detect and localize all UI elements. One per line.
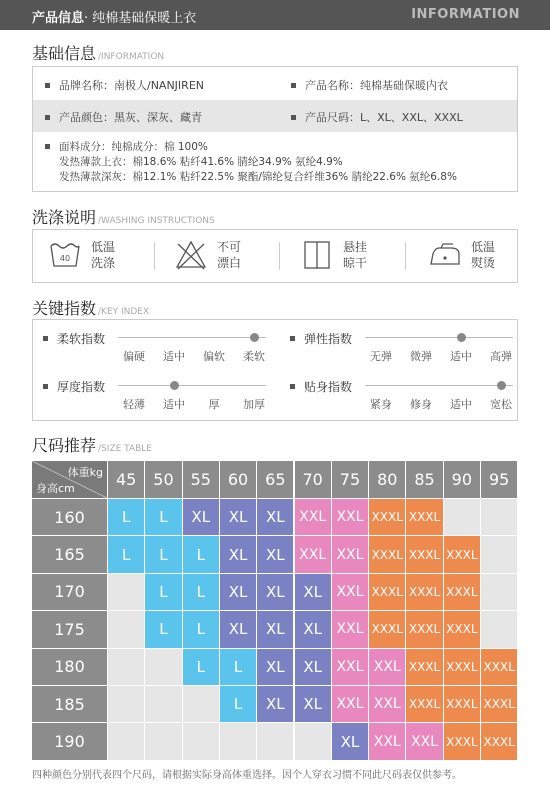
info-row-1 [33,67,517,100]
size-cell [295,723,331,759]
height-header: 185 [32,686,107,722]
size-cell: XXXL [369,574,405,610]
bullet-icon [291,83,296,88]
wash-item-iron: 低温 熨烫 [429,230,519,284]
size-cell: XL [183,499,219,535]
size-cell: L [108,536,144,572]
bullet-icon [43,384,48,389]
key-option: 偏硬 [123,350,145,363]
bullet-icon [291,115,296,120]
key-item-fit [290,378,520,426]
height-header: 170 [32,574,107,610]
size-cell: XXXL [369,499,405,535]
key-option: 适中 [163,350,185,363]
top-bar-title: 产品信息· 纯棉基础保暖上衣 [32,11,197,26]
product-color: 产品颜色：黑灰、深灰、藏青 [59,111,202,124]
bullet-icon [45,115,50,120]
size-cell: XL [220,536,256,572]
footnote: 四种颜色分别代表四个尺码，请根据实际身高体重选择。因个人穿衣习惯不同此尺码表仅供参考。 [32,770,462,781]
height-header: 190 [32,723,107,759]
key-option: 轻薄 [123,398,145,411]
key-option: 紧身 [370,398,392,411]
size-cell: XL [332,723,368,759]
size-cell [108,686,144,722]
product-size: 产品尺码：L、XL、XXL、XXXL [305,111,463,124]
key-label: 弹性指数 [290,330,352,347]
size-table-title: 尺码推荐 /SIZE TABLE [32,436,152,455]
weight-axis-label: 体重kg [67,466,103,479]
key-option: 适中 [163,398,185,411]
size-cell [145,686,181,722]
size-cell: L [183,649,219,685]
size-cell: XXL [295,536,331,572]
key-item-thickness [43,378,273,426]
size-cell: XL [257,686,293,722]
size-cell: XXXL [481,723,517,759]
bullet-icon [290,336,295,341]
size-cell: XXL [332,499,368,535]
wash-item-hang-dry: 悬挂 晾干 [301,230,401,284]
top-bar-english: INFORMATION [411,7,520,22]
size-cell: XL [220,611,256,647]
info-row-material [33,132,517,191]
key-option: 柔软 [243,350,265,363]
height-header: 165 [32,536,107,572]
no-bleach-icon [175,240,207,270]
size-cell: XL [257,499,293,535]
key-option: 高弹 [490,350,512,363]
weight-header: 80 [369,461,405,498]
divider [405,242,406,270]
top-bar [0,0,550,30]
size-cell: XXL [369,686,405,722]
bullet-icon [43,336,48,341]
size-cell: XXXL [481,649,517,685]
basic-info-box [32,66,518,192]
material-line-1: 面料成分：纯棉成分：棉 100% [59,141,208,153]
slider-track [118,337,266,338]
slider-track [365,337,513,338]
key-option: 微弹 [410,350,432,363]
size-cell [481,611,517,647]
hang-dry-icon [301,240,333,270]
size-cell: XXXL [444,649,480,685]
weight-header: 50 [145,461,181,498]
size-cell: XL [220,574,256,610]
size-cell: XXXL [444,723,480,759]
size-cell: XXL [369,649,405,685]
key-option: 无弹 [370,350,392,363]
size-cell: XL [257,649,293,685]
slider-track [365,385,513,386]
weight-header: 70 [295,461,331,498]
key-item-softness [43,330,273,378]
washing-box [32,229,518,283]
iron-low-icon [429,240,461,270]
info-row-2 [33,100,517,132]
size-cell: XXL [332,686,368,722]
size-cell [108,611,144,647]
size-cell: XXXL [406,536,442,572]
size-cell: XXXL [406,574,442,610]
key-option: 加厚 [243,398,265,411]
size-cell [183,723,219,759]
size-cell: XXL [332,649,368,685]
size-cell: XL [295,649,331,685]
weight-header: 55 [183,461,219,498]
size-cell: L [145,499,181,535]
size-cell [481,536,517,572]
size-cell: XL [295,611,331,647]
size-cell [257,723,293,759]
size-cell: XXXL [406,499,442,535]
size-cell: XXL [332,536,368,572]
size-cell: XXL [332,574,368,610]
size-cell [108,574,144,610]
size-cell: XXXL [444,611,480,647]
wash-item-no-bleach: 不可 漂白 [175,230,275,284]
size-cell: L [220,686,256,722]
weight-header: 75 [332,461,368,498]
slider-dot [457,333,466,342]
size-cell [183,686,219,722]
size-cell [145,649,181,685]
size-cell: L [183,574,219,610]
key-label: 贴身指数 [290,378,352,395]
basic-info-title: 基础信息 /INFORMATION [32,44,165,63]
material-line-2: 发热薄款上衣：棉18.6% 粘纤41.6% 腈纶34.9% 氨纶4.9% [59,156,343,168]
weight-header: 95 [481,461,517,498]
height-header: 160 [32,499,107,535]
size-cell: XXL [295,499,331,535]
key-index-box [32,319,518,421]
bullet-icon [45,83,50,88]
slider-dot [170,381,179,390]
size-cell: XXXL [444,686,480,722]
size-cell: XXXL [406,649,442,685]
size-cell: XL [257,611,293,647]
height-header: 175 [32,611,107,647]
key-option: 宽松 [490,398,512,411]
key-option: 厚 [208,398,220,411]
size-cell [444,499,480,535]
size-cell: L [183,611,219,647]
size-cell: XXXL [406,686,442,722]
key-option: 偏软 [203,350,225,363]
size-cell [108,649,144,685]
product-name: 产品名称：纯棉基础保暖内衣 [305,79,448,92]
divider [279,242,280,270]
size-cell: L [220,649,256,685]
key-option: 适中 [450,350,472,363]
slider-dot [497,381,506,390]
key-option: 适中 [450,398,472,411]
size-cell [145,723,181,759]
divider [154,242,155,270]
size-cell: XXL [406,723,442,759]
size-cell: XXL [369,723,405,759]
size-cell: XXXL [406,611,442,647]
size-table-corner [32,461,107,498]
washing-title: 洗涤说明 /WASHING INSTRUCTIONS [32,208,215,227]
key-label: 柔软指数 [43,330,105,347]
bullet-icon [45,144,50,149]
size-cell: XL [257,536,293,572]
key-option: 修身 [410,398,432,411]
size-cell: L [108,499,144,535]
weight-header: 85 [406,461,442,498]
size-cell: L [145,611,181,647]
height-axis-label: 身高cm [36,482,75,495]
brand-name: 品牌名称：南极人/NANJIREN [59,79,204,92]
size-cell: XXL [332,611,368,647]
size-cell: XXXL [444,574,480,610]
size-cell: L [183,536,219,572]
wash-item-low-temp: 40 低温 洗涤 [49,230,149,284]
size-cell [481,499,517,535]
weight-header: 60 [220,461,256,498]
height-header: 180 [32,649,107,685]
size-cell: XXXL [481,686,517,722]
size-cell: XL [295,574,331,610]
size-cell [481,574,517,610]
slider-track [118,385,266,386]
size-cell [108,723,144,759]
size-cell [220,723,256,759]
key-index-title: 关键指数 /KEY INDEX [32,299,150,318]
size-cell: L [145,536,181,572]
size-cell: XXXL [444,536,480,572]
wash-40-icon [49,240,81,270]
svg-text:40: 40 [59,254,71,263]
weight-header: 65 [257,461,293,498]
bullet-icon [290,384,295,389]
material-line-3: 发热薄款深灰：棉12.1% 粘纤22.5% 聚酯/锦纶复合纤维36% 腈纶22.6% 氨纶6.8% [59,171,457,183]
size-cell: XXXL [369,536,405,572]
size-cell: L [145,574,181,610]
key-item-elasticity [290,330,520,378]
size-cell: XL [257,574,293,610]
size-cell: XXXL [369,611,405,647]
weight-header: 45 [108,461,144,498]
size-cell: XL [295,686,331,722]
slider-dot [250,333,259,342]
size-cell: XL [220,499,256,535]
key-label: 厚度指数 [43,378,105,395]
weight-header: 90 [444,461,480,498]
